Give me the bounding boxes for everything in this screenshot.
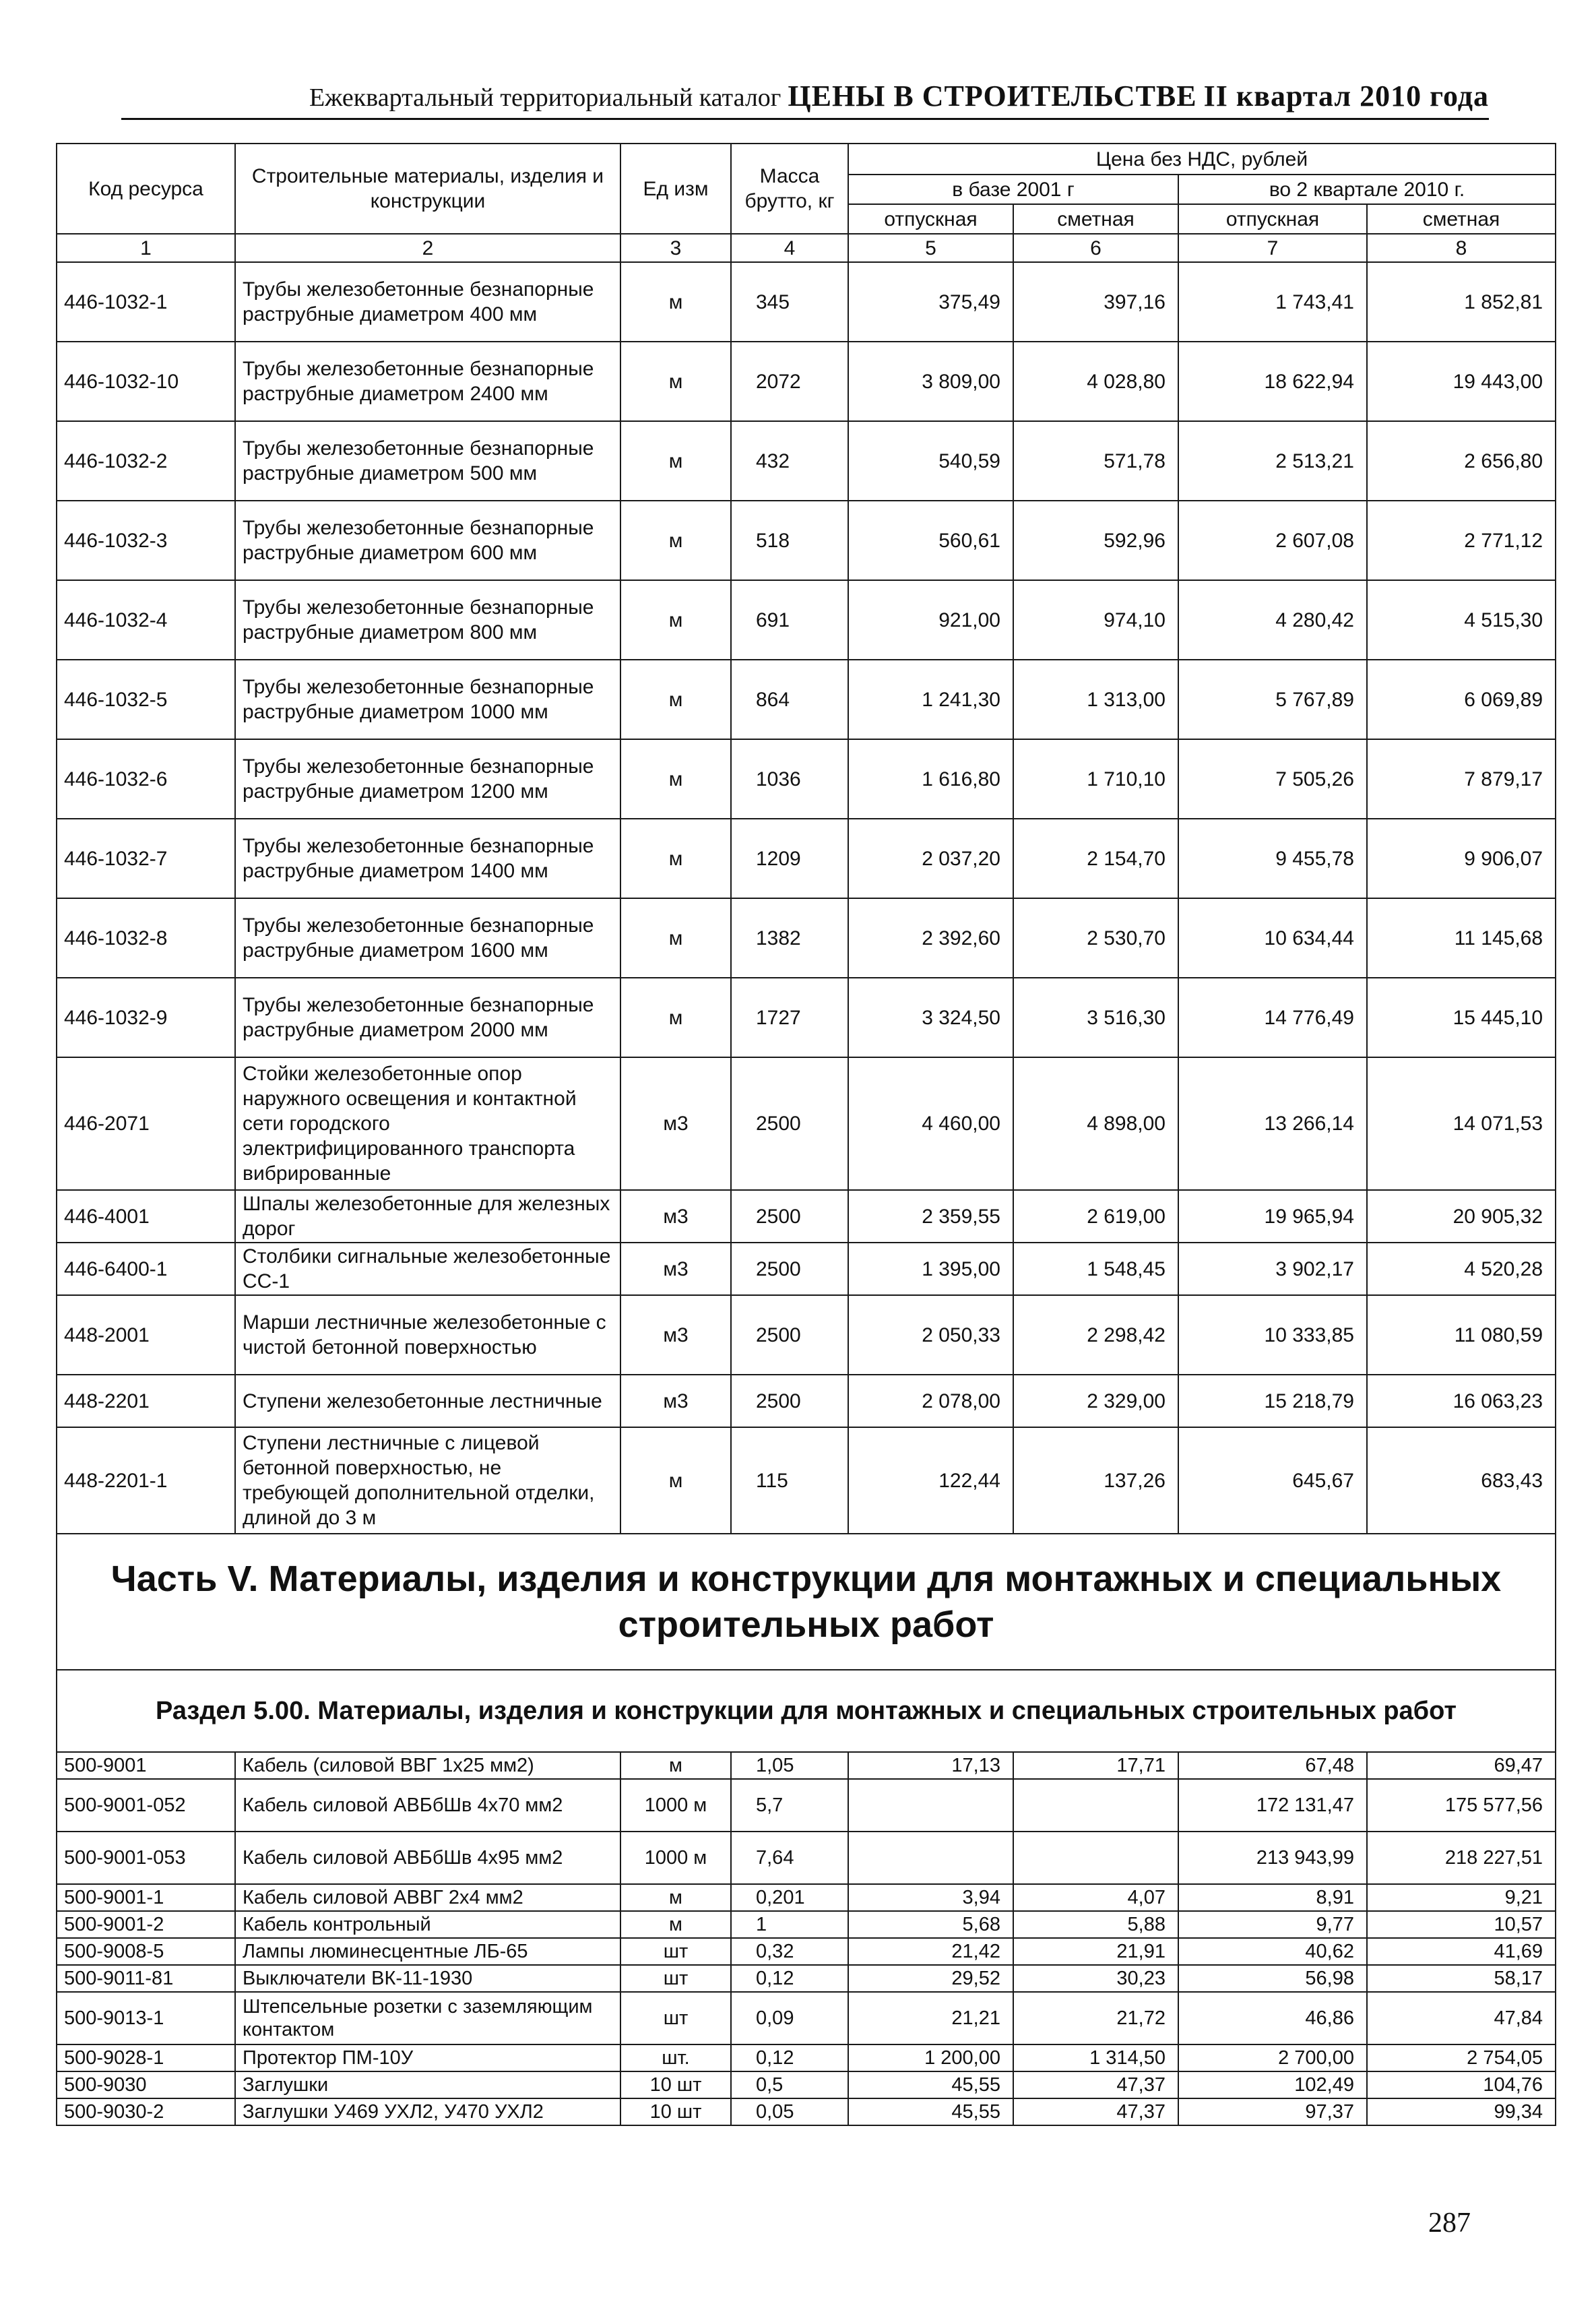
row-code: 500-9030 — [57, 2071, 235, 2098]
row-name: Лампы люминесцентные ЛБ-65 — [235, 1938, 620, 1965]
header-estimate-2001: сметная — [1013, 204, 1178, 234]
row-name: Трубы железобетонные безнапорные раструбные диаметром 2400 мм — [235, 342, 620, 421]
table-row — [57, 898, 1556, 978]
table-row — [57, 1190, 1556, 1243]
header-base-2001: в базе 2001 г — [848, 175, 1178, 204]
header-release-2001: отпускная — [848, 204, 1013, 234]
header-mass: Масса брутто, кг — [731, 144, 848, 234]
row-price-2010-estimate: 218 227,51 — [1367, 1832, 1556, 1884]
row-price-2001-release: 2 392,60 — [848, 898, 1013, 978]
table-row — [57, 1752, 1556, 1779]
row-name: Выключатели ВК-11-1930 — [235, 1965, 620, 1992]
table-row — [57, 2071, 1556, 2098]
row-name: Протектор ПМ-10У — [235, 2044, 620, 2071]
row-price-2001-estimate: 1 313,00 — [1013, 660, 1178, 739]
row-unit: 10 шт — [620, 2098, 731, 2125]
row-name: Кабель силовой АВБбШв 4х95 мм2 — [235, 1832, 620, 1884]
row-unit: м — [620, 342, 731, 421]
table-row — [57, 1938, 1556, 1965]
row-price-2010-estimate: 2 771,12 — [1367, 501, 1556, 580]
row-price-2010-release: 9 455,78 — [1178, 819, 1367, 898]
row-mass: 0,32 — [731, 1938, 848, 1965]
section-row — [57, 1670, 1556, 1752]
row-name: Трубы железобетонные безнапорные раструбные диаметром 2000 мм — [235, 978, 620, 1057]
row-price-2010-estimate: 683,43 — [1367, 1427, 1556, 1534]
row-mass: 0,12 — [731, 2044, 848, 2071]
row-price-2010-release: 97,37 — [1178, 2098, 1367, 2125]
row-price-2010-release: 10 634,44 — [1178, 898, 1367, 978]
row-name: Штепсельные розетки с заземляющим контактом — [235, 1992, 620, 2044]
row-price-2001-estimate: 5,88 — [1013, 1911, 1178, 1938]
row-price-2010-estimate: 20 905,32 — [1367, 1190, 1556, 1243]
header-title: ЦЕНЫ В СТРОИТЕЛЬСТВЕ — [788, 80, 1197, 113]
row-price-2001-release: 45,55 — [848, 2071, 1013, 2098]
row-name: Кабель силовой АВБбШв 4х70 мм2 — [235, 1779, 620, 1832]
row-price-2010-estimate: 104,76 — [1367, 2071, 1556, 2098]
row-name: Ступени лестничные с лицевой бетонной поверхностью, не требующей дополнительной отделки, длиной до 3 м — [235, 1427, 620, 1534]
header-release-2010: отпускная — [1178, 204, 1367, 234]
row-price-2001-estimate — [1013, 1779, 1178, 1832]
row-mass: 0,201 — [731, 1884, 848, 1911]
row-price-2001-estimate: 21,91 — [1013, 1938, 1178, 1965]
row-code: 448-2201-1 — [57, 1427, 235, 1534]
row-price-2010-release: 3 902,17 — [1178, 1243, 1367, 1295]
row-price-2010-estimate: 4 520,28 — [1367, 1243, 1556, 1295]
row-price-2001-release — [848, 1779, 1013, 1832]
column-number: 2 — [235, 234, 620, 262]
table-row — [57, 1992, 1556, 2044]
row-unit: шт — [620, 1965, 731, 1992]
row-mass: 2500 — [731, 1375, 848, 1427]
row-price-2010-estimate: 2 754,05 — [1367, 2044, 1556, 2071]
row-price-2010-estimate: 9,21 — [1367, 1884, 1556, 1911]
table-row — [57, 501, 1556, 580]
row-price-2001-estimate: 137,26 — [1013, 1427, 1178, 1534]
row-price-2001-release: 45,55 — [848, 2098, 1013, 2125]
row-code: 500-9001 — [57, 1752, 235, 1779]
header-q2-2010: во 2 квартале 2010 г. — [1178, 175, 1556, 204]
row-mass: 1727 — [731, 978, 848, 1057]
column-number: 4 — [731, 234, 848, 262]
table-row — [57, 1243, 1556, 1295]
row-code: 446-1032-9 — [57, 978, 235, 1057]
column-number: 8 — [1367, 234, 1556, 262]
row-price-2010-release: 645,67 — [1178, 1427, 1367, 1534]
table-row — [57, 739, 1556, 819]
row-price-2001-estimate: 3 516,30 — [1013, 978, 1178, 1057]
row-price-2001-estimate: 21,72 — [1013, 1992, 1178, 2044]
row-mass: 1,05 — [731, 1752, 848, 1779]
row-price-2010-release: 67,48 — [1178, 1752, 1367, 1779]
header-name: Строительные материалы, изделия и конструкции — [235, 144, 620, 234]
row-price-2010-estimate: 19 443,00 — [1367, 342, 1556, 421]
row-name: Кабель контрольный — [235, 1911, 620, 1938]
row-price-2001-estimate: 397,16 — [1013, 262, 1178, 342]
row-price-2010-estimate: 14 071,53 — [1367, 1057, 1556, 1190]
column-number: 1 — [57, 234, 235, 262]
row-name: Трубы железобетонные безнапорные раструбные диаметром 600 мм — [235, 501, 620, 580]
row-code: 446-1032-3 — [57, 501, 235, 580]
row-unit: м — [620, 660, 731, 739]
table-row — [57, 1884, 1556, 1911]
table-row — [57, 1057, 1556, 1190]
row-unit: м — [620, 1911, 731, 1938]
row-price-2010-estimate: 9 906,07 — [1367, 819, 1556, 898]
column-number: 6 — [1013, 234, 1178, 262]
row-code: 446-1032-1 — [57, 262, 235, 342]
row-name: Кабель силовой АВВГ 2х4 мм2 — [235, 1884, 620, 1911]
row-unit: м — [620, 898, 731, 978]
row-name: Кабель (силовой ВВГ 1х25 мм2) — [235, 1752, 620, 1779]
row-unit: м — [620, 739, 731, 819]
row-code: 446-6400-1 — [57, 1243, 235, 1295]
row-price-2001-release — [848, 1832, 1013, 1884]
row-name: Трубы железобетонные безнапорные раструбные диаметром 1600 мм — [235, 898, 620, 978]
row-price-2010-estimate: 99,34 — [1367, 2098, 1556, 2125]
row-code: 448-2001 — [57, 1295, 235, 1375]
row-name: Стойки железобетонные опор наружного освещения и контактной сети городского электрифицированного транспорта вибрированные — [235, 1057, 620, 1190]
table-row — [57, 1295, 1556, 1375]
row-name: Трубы железобетонные безнапорные раструбные диаметром 1000 мм — [235, 660, 620, 739]
row-mass: 2500 — [731, 1190, 848, 1243]
table-row — [57, 1375, 1556, 1427]
row-unit: 1000 м — [620, 1832, 731, 1884]
row-price-2001-release: 3 809,00 — [848, 342, 1013, 421]
row-price-2010-release: 2 607,08 — [1178, 501, 1367, 580]
row-price-2001-estimate: 47,37 — [1013, 2098, 1178, 2125]
header-period: II квартал 2010 года — [1203, 80, 1489, 113]
row-price-2010-release: 46,86 — [1178, 1992, 1367, 2044]
row-price-2001-estimate: 4 028,80 — [1013, 342, 1178, 421]
table-row — [57, 1832, 1556, 1884]
row-price-2001-estimate: 1 548,45 — [1013, 1243, 1178, 1295]
row-price-2001-estimate: 592,96 — [1013, 501, 1178, 580]
table-row — [57, 1427, 1556, 1534]
row-unit: м — [620, 978, 731, 1057]
row-code: 500-9030-2 — [57, 2098, 235, 2125]
row-price-2001-estimate: 4 898,00 — [1013, 1057, 1178, 1190]
row-code: 446-1032-7 — [57, 819, 235, 898]
row-mass: 0,12 — [731, 1965, 848, 1992]
row-unit: м — [620, 580, 731, 660]
row-price-2001-release: 2 037,20 — [848, 819, 1013, 898]
table-row — [57, 421, 1556, 501]
row-code: 446-4001 — [57, 1190, 235, 1243]
column-number: 7 — [1178, 234, 1367, 262]
row-price-2010-release: 9,77 — [1178, 1911, 1367, 1938]
row-price-2010-estimate: 11 145,68 — [1367, 898, 1556, 978]
row-unit: м — [620, 421, 731, 501]
row-price-2010-release: 1 743,41 — [1178, 262, 1367, 342]
header-unit: Ед изм — [620, 144, 731, 234]
header-code: Код ресурса — [57, 144, 235, 234]
row-price-2010-release: 5 767,89 — [1178, 660, 1367, 739]
row-price-2010-release: 10 333,85 — [1178, 1295, 1367, 1375]
row-mass: 2072 — [731, 342, 848, 421]
row-price-2001-release: 5,68 — [848, 1911, 1013, 1938]
part-title: Часть V. Материалы, изделия и конструкции для монтажных и специальных строительных работ — [57, 1534, 1556, 1670]
row-price-2001-release: 1 616,80 — [848, 739, 1013, 819]
row-name: Ступени железобетонные лестничные — [235, 1375, 620, 1427]
row-price-2010-estimate: 15 445,10 — [1367, 978, 1556, 1057]
table-row — [57, 978, 1556, 1057]
row-price-2010-estimate: 16 063,23 — [1367, 1375, 1556, 1427]
row-mass: 1382 — [731, 898, 848, 978]
row-price-2001-release: 921,00 — [848, 580, 1013, 660]
page-number: 287 — [1428, 2208, 1471, 2239]
concrete-products-rows — [57, 262, 1556, 1534]
row-price-2010-release: 102,49 — [1178, 2071, 1367, 2098]
section-title: Раздел 5.00. Материалы, изделия и конструкции для монтажных и специальных строительных работ — [57, 1670, 1556, 1752]
row-name: Трубы железобетонные безнапорные раструбные диаметром 800 мм — [235, 580, 620, 660]
row-code: 500-9028-1 — [57, 2044, 235, 2071]
row-price-2010-release: 213 943,99 — [1178, 1832, 1367, 1884]
row-price-2001-release: 2 078,00 — [848, 1375, 1013, 1427]
row-price-2001-release: 4 460,00 — [848, 1057, 1013, 1190]
row-name: Трубы железобетонные безнапорные раструбные диаметром 1400 мм — [235, 819, 620, 898]
row-code: 500-9001-1 — [57, 1884, 235, 1911]
row-price-2001-release: 21,21 — [848, 1992, 1013, 2044]
row-price-2010-estimate: 41,69 — [1367, 1938, 1556, 1965]
table-row — [57, 819, 1556, 898]
row-code: 500-9013-1 — [57, 1992, 235, 2044]
row-price-2001-release: 3,94 — [848, 1884, 1013, 1911]
row-price-2010-estimate: 6 069,89 — [1367, 660, 1556, 739]
row-price-2010-release: 172 131,47 — [1178, 1779, 1367, 1832]
row-unit: м — [620, 262, 731, 342]
column-number: 5 — [848, 234, 1013, 262]
row-price-2001-release: 17,13 — [848, 1752, 1013, 1779]
row-price-2010-release: 8,91 — [1178, 1884, 1367, 1911]
row-name: Заглушки У469 УХЛ2, У470 УХЛ2 — [235, 2098, 620, 2125]
row-price-2001-release: 560,61 — [848, 501, 1013, 580]
row-mass: 5,7 — [731, 1779, 848, 1832]
row-name: Заглушки — [235, 2071, 620, 2098]
row-price-2001-release: 375,49 — [848, 262, 1013, 342]
header-rule — [121, 118, 1489, 120]
row-price-2001-release: 1 200,00 — [848, 2044, 1013, 2071]
row-mass: 1036 — [731, 739, 848, 819]
row-price-2010-estimate: 58,17 — [1367, 1965, 1556, 1992]
row-code: 446-1032-4 — [57, 580, 235, 660]
row-unit: м3 — [620, 1190, 731, 1243]
row-name: Столбики сигнальные железобетонные СС-1 — [235, 1243, 620, 1295]
row-name: Трубы железобетонные безнапорные раструбные диаметром 1200 мм — [235, 739, 620, 819]
electrical-materials-rows — [57, 1752, 1556, 2125]
row-price-2001-release: 1 241,30 — [848, 660, 1013, 739]
row-price-2001-estimate: 974,10 — [1013, 580, 1178, 660]
table-row — [57, 580, 1556, 660]
row-price-2010-release: 19 965,94 — [1178, 1190, 1367, 1243]
header-price: Цена без НДС, рублей — [848, 144, 1556, 175]
table-row — [57, 342, 1556, 421]
row-name: Трубы железобетонные безнапорные раструбные диаметром 500 мм — [235, 421, 620, 501]
row-price-2010-release: 2 700,00 — [1178, 2044, 1367, 2071]
row-price-2001-release: 29,52 — [848, 1965, 1013, 1992]
row-price-2010-estimate: 7 879,17 — [1367, 739, 1556, 819]
row-code: 500-9001-2 — [57, 1911, 235, 1938]
row-code: 500-9008-5 — [57, 1938, 235, 1965]
row-mass: 0,5 — [731, 2071, 848, 2098]
row-mass: 864 — [731, 660, 848, 739]
row-unit: м — [620, 1427, 731, 1534]
row-code: 448-2201 — [57, 1375, 235, 1427]
row-price-2010-estimate: 47,84 — [1367, 1992, 1556, 2044]
row-code: 500-9001-052 — [57, 1779, 235, 1832]
row-price-2010-release: 15 218,79 — [1178, 1375, 1367, 1427]
row-unit: шт — [620, 1992, 731, 2044]
row-price-2010-release: 4 280,42 — [1178, 580, 1367, 660]
page-header — [121, 80, 1489, 115]
table-row — [57, 1911, 1556, 1938]
row-mass: 345 — [731, 262, 848, 342]
table-row — [57, 2044, 1556, 2071]
row-mass: 0,09 — [731, 1992, 848, 2044]
row-unit: м3 — [620, 1375, 731, 1427]
row-code: 446-1032-2 — [57, 421, 235, 501]
row-price-2001-estimate: 2 298,42 — [1013, 1295, 1178, 1375]
row-mass: 518 — [731, 501, 848, 580]
row-price-2010-release: 7 505,26 — [1178, 739, 1367, 819]
row-price-2001-estimate: 30,23 — [1013, 1965, 1178, 1992]
row-price-2010-release: 40,62 — [1178, 1938, 1367, 1965]
table-row — [57, 660, 1556, 739]
row-code: 500-9001-053 — [57, 1832, 235, 1884]
row-price-2001-estimate: 1 314,50 — [1013, 2044, 1178, 2071]
row-unit: шт. — [620, 2044, 731, 2071]
row-code: 446-1032-8 — [57, 898, 235, 978]
column-number: 3 — [620, 234, 731, 262]
row-price-2001-estimate: 2 619,00 — [1013, 1190, 1178, 1243]
row-code: 500-9011-81 — [57, 1965, 235, 1992]
row-mass: 1209 — [731, 819, 848, 898]
row-unit: м3 — [620, 1295, 731, 1375]
row-unit: м — [620, 1752, 731, 1779]
row-name: Трубы железобетонные безнапорные раструбные диаметром 400 мм — [235, 262, 620, 342]
table-row — [57, 1779, 1556, 1832]
table-row — [57, 2098, 1556, 2125]
row-code: 446-2071 — [57, 1057, 235, 1190]
row-price-2001-estimate: 4,07 — [1013, 1884, 1178, 1911]
row-price-2010-release: 2 513,21 — [1178, 421, 1367, 501]
row-price-2001-estimate: 17,71 — [1013, 1752, 1178, 1779]
row-price-2001-estimate: 2 530,70 — [1013, 898, 1178, 978]
row-unit: 10 шт — [620, 2071, 731, 2098]
row-price-2001-estimate: 47,37 — [1013, 2071, 1178, 2098]
row-price-2010-release: 13 266,14 — [1178, 1057, 1367, 1190]
row-price-2001-release: 2 359,55 — [848, 1190, 1013, 1243]
row-price-2001-estimate: 2 154,70 — [1013, 819, 1178, 898]
row-code: 446-1032-10 — [57, 342, 235, 421]
row-mass: 1 — [731, 1911, 848, 1938]
row-unit: м — [620, 819, 731, 898]
row-price-2001-estimate: 2 329,00 — [1013, 1375, 1178, 1427]
row-price-2010-estimate: 69,47 — [1367, 1752, 1556, 1779]
row-price-2010-estimate: 10,57 — [1367, 1911, 1556, 1938]
table-row — [57, 1965, 1556, 1992]
row-mass: 115 — [731, 1427, 848, 1534]
row-mass: 0,05 — [731, 2098, 848, 2125]
row-mass: 2500 — [731, 1243, 848, 1295]
row-price-2010-release: 14 776,49 — [1178, 978, 1367, 1057]
price-table — [56, 143, 1556, 2126]
row-unit: м — [620, 501, 731, 580]
row-price-2010-release: 18 622,94 — [1178, 342, 1367, 421]
row-unit: шт — [620, 1938, 731, 1965]
row-mass: 7,64 — [731, 1832, 848, 1884]
row-code: 446-1032-6 — [57, 739, 235, 819]
row-unit: м — [620, 1884, 731, 1911]
row-price-2001-release: 122,44 — [848, 1427, 1013, 1534]
header-lead: Ежеквартальный территориальный каталог — [309, 84, 781, 112]
row-price-2001-estimate: 1 710,10 — [1013, 739, 1178, 819]
row-mass: 2500 — [731, 1295, 848, 1375]
row-price-2001-release: 2 050,33 — [848, 1295, 1013, 1375]
row-unit: м3 — [620, 1243, 731, 1295]
row-mass: 432 — [731, 421, 848, 501]
column-number-row — [57, 234, 1556, 262]
row-price-2001-release: 21,42 — [848, 1938, 1013, 1965]
row-price-2010-estimate: 2 656,80 — [1367, 421, 1556, 501]
row-price-2010-estimate: 175 577,56 — [1367, 1779, 1556, 1832]
row-unit: 1000 м — [620, 1779, 731, 1832]
part-row — [57, 1534, 1556, 1670]
row-price-2010-estimate: 11 080,59 — [1367, 1295, 1556, 1375]
row-unit: м3 — [620, 1057, 731, 1190]
row-name: Шпалы железобетонные для железных дорог — [235, 1190, 620, 1243]
header-estimate-2010: сметная — [1367, 204, 1556, 234]
row-mass: 2500 — [731, 1057, 848, 1190]
row-price-2001-estimate — [1013, 1832, 1178, 1884]
row-price-2001-release: 540,59 — [848, 421, 1013, 501]
row-price-2010-release: 56,98 — [1178, 1965, 1367, 1992]
row-price-2010-estimate: 1 852,81 — [1367, 262, 1556, 342]
table-row — [57, 262, 1556, 342]
row-name: Марши лестничные железобетонные с чистой бетонной поверхностью — [235, 1295, 620, 1375]
row-price-2001-estimate: 571,78 — [1013, 421, 1178, 501]
row-mass: 691 — [731, 580, 848, 660]
row-price-2010-estimate: 4 515,30 — [1367, 580, 1556, 660]
row-price-2001-release: 1 395,00 — [848, 1243, 1013, 1295]
row-code: 446-1032-5 — [57, 660, 235, 739]
row-price-2001-release: 3 324,50 — [848, 978, 1013, 1057]
